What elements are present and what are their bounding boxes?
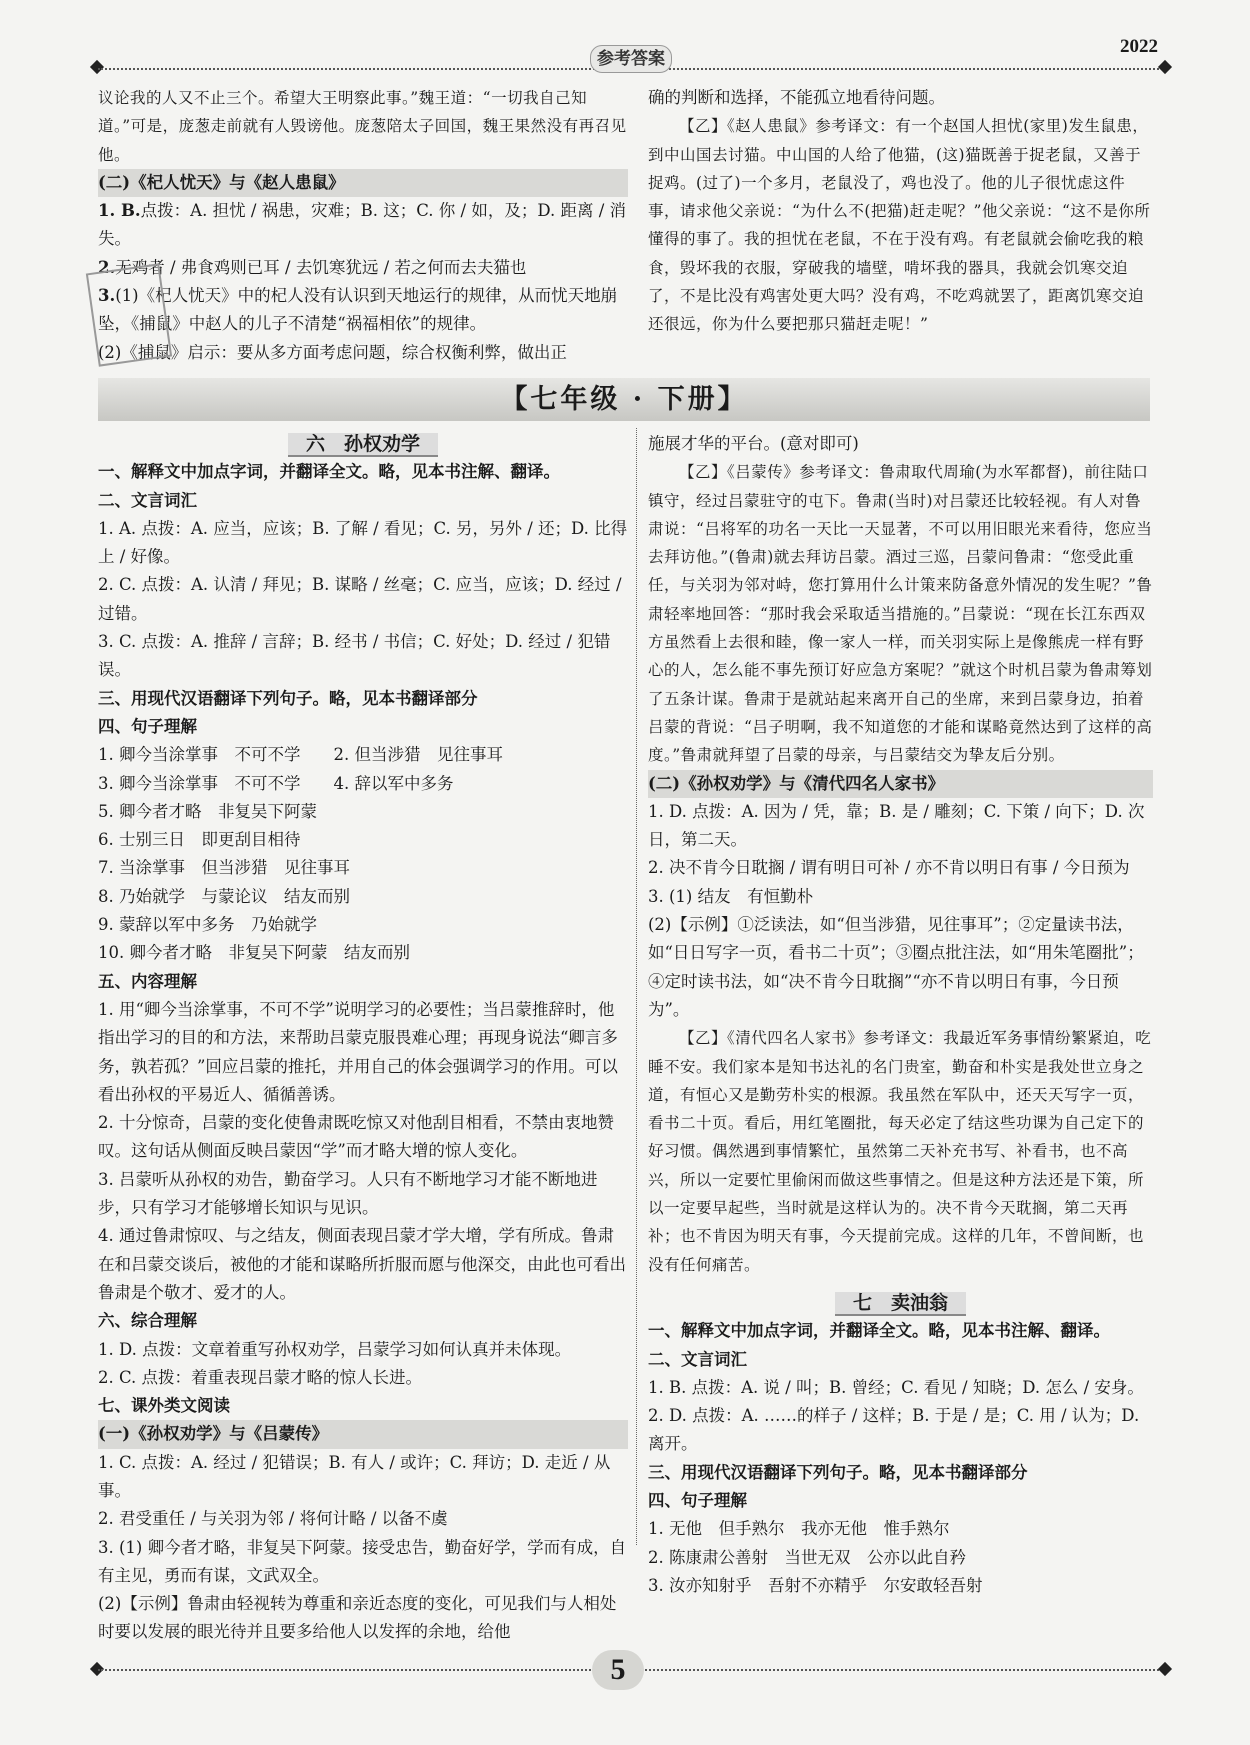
section-title: 六 孙权劝学 [98, 430, 628, 458]
answer-item: 1. 用“卿今当涂掌事，不可不学”说明学习的必要性；当吕蒙推辞时，他指出学习的目的和方法，来帮助吕蒙克服畏难心理；再现身说法“卿言多务，孰若孤？”回应吕蒙的推托，并用自己的体会强调学习的作用。可以看出孙权的平易近人、循循善诱。 [98, 999, 618, 1104]
sentence-item: 3. 汝亦知射乎 吾射不亦精乎 尔安敢轻吾射 [648, 1575, 983, 1595]
sentence-item: 1. 无他 但手熟尔 我亦无他 惟手熟尔 [648, 1519, 950, 1539]
question-heading: 六、综合理解 [98, 1311, 197, 1331]
sentence-item: 7. 当涂掌事 但当涉猎 见往事耳 [98, 858, 350, 878]
grade-title: 【七年级 · 下册】 [98, 378, 1150, 421]
answer-item [98, 282, 628, 339]
section-band: (一)《孙权劝学》与《吕蒙传》 [98, 1420, 628, 1448]
right-column [648, 430, 1153, 1600]
top-left-column [98, 84, 628, 367]
top-right-column [648, 84, 1153, 339]
question-heading: 一、解释文中加点字词，并翻译全文。略，见本书注解、翻译。 [98, 462, 560, 482]
header-title: 参考答案 [590, 45, 672, 73]
left-column [98, 430, 628, 1647]
sentence-item: 8. 乃始就学 与蒙论议 结友而别 [98, 886, 350, 906]
question-heading: 三、用现代汉语翻译下列句子。略，见本书翻译部分 [98, 688, 478, 708]
sentence-item: 6. 士别三日 即更刮目相待 [98, 830, 301, 850]
answer-item: 1. D. 点拨：A. 因为 / 凭，靠；B. 是 / 雕刻；C. 下策 / 向下；D. 次日，第二天。 [648, 801, 1145, 850]
answer-item: 1. D. 点拨：文章着重写孙权劝学，吕蒙学习如何认真并未体现。 [98, 1339, 572, 1359]
header-year: 2022 [1120, 36, 1158, 57]
answer-item [98, 254, 628, 282]
answer-text: (1)《杞人忧天》中的杞人没有认识到天地运行的规律，从而忧天地崩坠，《捕鼠》中赵人的儿子不清楚“祸福相依”的规律。 [98, 286, 618, 334]
sentence-item: 9. 蒙辞以军中多务 乃始就学 [98, 915, 317, 935]
section-band: (二)《杞人忧天》与《赵人患鼠》 [98, 169, 628, 197]
answer-item [98, 197, 628, 254]
answer-text: 无鸡者 / 弗食鸡则已耳 / 去饥寒犹远 / 若之何而去夫猫也 [115, 257, 527, 277]
answer-text: (2)《捕鼠》启示：要从多方面考虑问题，综合权衡利弊，做出正 [98, 342, 567, 362]
question-heading: 七、课外类文阅读 [98, 1396, 230, 1416]
answer-number: 3. [98, 286, 116, 306]
sentence-item: 10. 卿今者才略 非复吴下阿蒙 结友而别 [98, 943, 410, 963]
paragraph: 施展才华的平台。(意对即可) [648, 434, 859, 453]
answer-item: 3. (1) 结友 有恒勤朴 [648, 886, 814, 906]
translation-paragraph: 【乙】《赵人患鼠》参考译文：有一个赵国人担忧(家里)发生鼠患，到中山国去讨猫。中山国的人给了他猫，(这)猫既善于捉老鼠，又善于捉鸡。(过了)一个多月，老鼠没了，鸡也没了。他的儿子很忧虑这件事，请求他父亲说：“为什么不(把猫)赶走呢？”他父亲说：“这不是你所懂得的事了。我的担忧在老鼠，不在于没有鸡。有老鼠就会偷吃我的粮食，毁坏我的衣服，穿破我的墙壁，啃坏我的器具，我就会饥寒交迫了，不是比没有鸡害处更大吗？没有鸡，不吃鸡就罢了，距离饥寒交迫还很远，你为什么要把那只猫赶走呢！” [648, 117, 1151, 334]
answer-item: 1. B. 点拨：A. 说 / 叫；B. 曾经；C. 看见 / 知晓；D. 怎么 / 安身。 [648, 1377, 1144, 1397]
answer-item: 3. C. 点拨：A. 推辞 / 言辞；B. 经书 / 书信；C. 好处；D. 经过 / 犯错误。 [98, 632, 611, 680]
header-diamond-left-icon [90, 60, 104, 74]
header-diamond-right-icon [1158, 60, 1172, 74]
question-heading: 一、解释文中加点字词，并翻译全文。略，见本书注解、翻译。 [648, 1321, 1110, 1341]
question-heading: 二、文言词汇 [648, 1349, 747, 1369]
paragraph: 议论我的人又不止三个。希望大王明察此事。”魏王道：“一切我自己知道。”可是，庞葱走前就有人毁谤他。庞葱陪太子回国，魏王果然没有再召见他。 [98, 89, 627, 164]
translation-paragraph: 【乙】《清代四名人家书》参考译文：我最近军务事情纷繁紧迫，吃睡不安。我们家本是知书达礼的名门贵室，勤奋和朴实是我处世立身之道，有恒心又是勤劳朴实的根源。我虽然在军队中，还天天写字一页，看书二十页。看后，用红笔圈批，每天必定了结这些功课为自己定下的好习惯。偶然遇到事情繁忙，虽然第二天补充书写、补看书，也不高兴，所以一定要忙里偷闲而做这些事情之。但是这种方法还是下策，所以一定要早起些，当时就是这样认为的。决不肯今天耽搁，第二天再补；也不肯因为明天有事，今天提前完成。这样的几年，不曾间断，也没有任何痛苦。 [648, 1029, 1152, 1274]
section-title: 七 卖油翁 [648, 1289, 1153, 1317]
answer-item: 1. A. 点拨：A. 应当，应该；B. 了解 / 看见；C. 另，另外 / 还；D. 比得上 / 好像。 [98, 518, 628, 567]
sentence-item: 1. 卿今当涂掌事 不可不学 2. 但当涉猎 见往事耳 [98, 745, 503, 765]
answer-item: 2. 君受重任 / 与关羽为邻 / 将何计略 / 以备不虞 [98, 1509, 448, 1529]
answer-item: 2. C. 点拨：A. 认清 / 拜见；B. 谋略 / 丝毫；C. 应当，应该；D. 经过 / 过错。 [98, 575, 622, 623]
footer-diamond-right-icon [1158, 1662, 1172, 1676]
answer-item: 2. 十分惊奇，吕蒙的变化使鲁肃既吃惊又对他刮目相看，不禁由衷地赞叹。这句话从侧面反映吕蒙因“学”而才略大增的惊人变化。 [98, 1113, 614, 1161]
answer-number: 2. [98, 257, 116, 277]
page-number: 5 [592, 1650, 644, 1690]
question-heading: 五、内容理解 [98, 971, 197, 991]
translation-paragraph: 【乙】《吕蒙传》参考译文：鲁肃取代周瑜(为水军都督)，前往陆口镇守，经过吕蒙驻守的屯下。鲁肃(当时)对吕蒙还比较轻视。有人对鲁肃说：“吕将军的功名一天比一天显著，不可以用旧眼光来看待，您应当去拜访他。”(鲁肃)就去拜访吕蒙。酒过三巡，吕蒙问鲁肃：“您受此重任，与关羽为邻对峙，您打算用什么计策来防备意外情况的发生呢？”鲁肃轻率地回答：“那时我会采取适当措施的。”吕蒙说：“现在长江东西双方虽然看上去很和睦，像一家人一样，而关羽实际上是像熊虎一样有野心的人，怎么能不事先预订好应急方案呢？”就这个时机吕蒙为鲁肃筹划了五条计谋。鲁肃于是就站起来离开自己的坐席，来到吕蒙身边，拍着吕蒙的背说：“吕子明啊，我不知道您的才能和谋略竟然达到了这样的高度。”鲁肃就拜望了吕蒙的母亲，与吕蒙结交为挚友后分别。 [648, 463, 1153, 765]
answer-item: 2. 决不肯今日耽搁 / 谓有明日可补 / 亦不肯以明日有事 / 今日预为 [648, 858, 1130, 878]
paragraph: 确的判断和选择，不能孤立地看待问题。 [648, 88, 945, 107]
stamp-watermark-icon [86, 263, 172, 366]
answer-item: 1. C. 点拨：A. 经过 / 犯错误；B. 有人 / 或许；C. 拜访；D. 走近 / 从事。 [98, 1452, 611, 1500]
answer-item: 4. 通过鲁肃惊叹、与之结友，侧面表现吕蒙才学大增，学有所成。鲁肃在和吕蒙交谈后，被他的才能和谋略所折服而愿与他深交，由此也可看出鲁肃是个敬才、爱才的人。 [98, 1226, 626, 1302]
question-heading: 三、用现代汉语翻译下列句子。略，见本书翻译部分 [648, 1462, 1028, 1482]
question-heading: 四、句子理解 [648, 1490, 747, 1510]
answer-item: (2)【示例】鲁肃由轻视转为尊重和亲近态度的变化，可见我们与人相处时要以发展的眼光待并且要多给他人以发挥的余地，给他 [98, 1594, 617, 1642]
answer-item: 2. C. 点拨：着重表现吕蒙才略的惊人长进。 [98, 1367, 423, 1387]
question-heading: 二、文言词汇 [98, 490, 197, 510]
question-heading: 四、句子理解 [98, 716, 197, 736]
answer-item: (2)【示例】①泛读法，如“但当涉猎，见往事耳”；②定量读书法，如“日日写字一页，看书二十页”；③圈点批注法，如“用朱笔圈批”；④定时读书法，如“决不肯今日耽搁”“亦不肯以明日有事，今日预为”。 [648, 915, 1144, 1019]
answer-text: 点拨：A. 担忧 / 祸患，灾难；B. 这；C. 你 / 如，及；D. 距离 / 消失。 [98, 201, 626, 249]
answer-item: 2. D. 点拨：A. ……的样子 / 这样；B. 于是 / 是；C. 用 / 认为；D. 离开。 [648, 1406, 1140, 1454]
answer-item: 3. 吕蒙听从孙权的劝告，勤奋学习。人只有不断地学习才能不断地进步，只有学习才能够增长知识与见识。 [98, 1169, 598, 1218]
section-band: (二)《孙权劝学》与《清代四名人家书》 [648, 770, 1153, 798]
answer-number: 1. B. [98, 201, 141, 221]
sentence-item: 5. 卿今者才略 非复吴下阿蒙 [98, 801, 317, 821]
answer-item [98, 339, 628, 367]
sentence-item: 3. 卿今当涂掌事 不可不学 4. 辞以军中多务 [98, 773, 454, 793]
answer-item: 3. (1) 卿今者才略，非复吴下阿蒙。接受忠告，勤奋好学，学而有成，自有主见，勇而有谋，文武双全。 [98, 1537, 627, 1585]
column-divider [636, 428, 637, 1545]
sentence-item: 2. 陈康肃公善射 当世无双 公亦以此自矜 [648, 1547, 966, 1567]
